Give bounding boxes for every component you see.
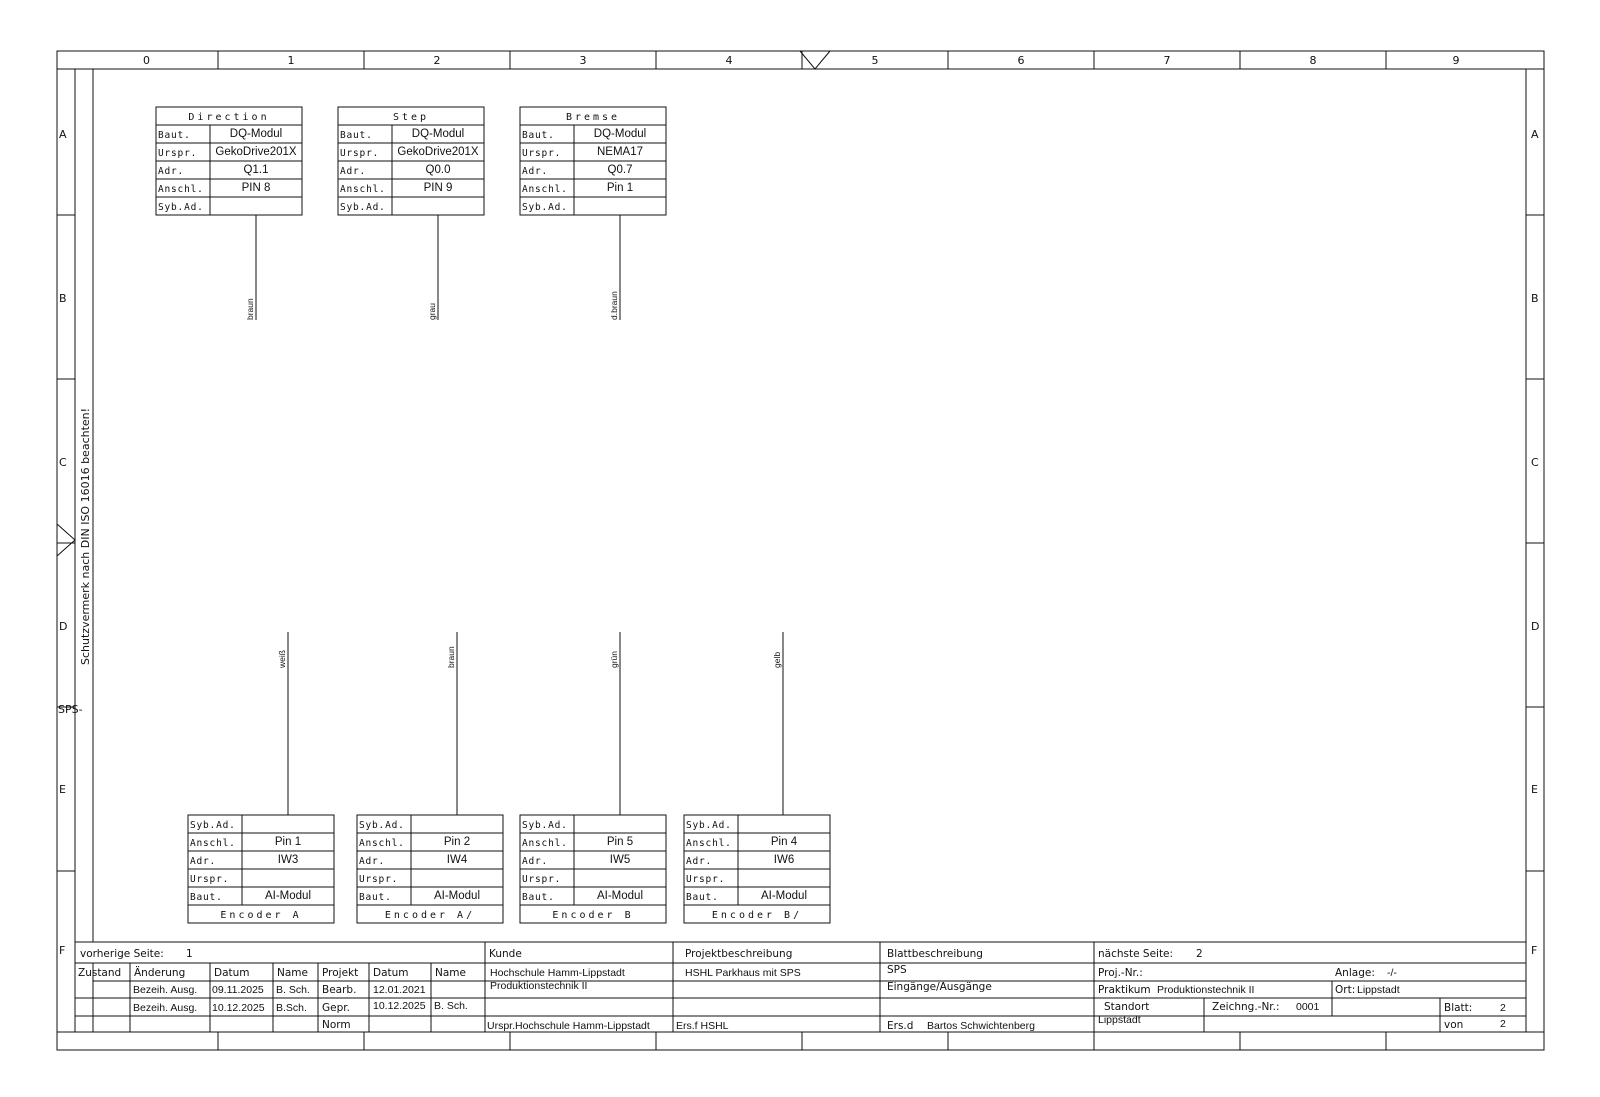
module-box — [520, 632, 666, 923]
ort-value: Lippstadt — [1357, 984, 1400, 996]
field-label: Adr. — [522, 856, 549, 867]
gepr-label: Gepr. — [322, 1002, 350, 1014]
von-value: 2 — [1500, 1018, 1506, 1030]
field-label: Adr. — [359, 856, 386, 867]
field-label: Anschl. — [522, 184, 568, 195]
row-label-right: F — [1531, 944, 1538, 957]
next-page-number: 2 — [1196, 948, 1203, 960]
change-1-date: 09.11.2025 — [212, 984, 264, 996]
column-label: 0 — [143, 54, 150, 67]
field-value: Pin 2 — [443, 836, 471, 848]
field-value: IW6 — [773, 854, 795, 866]
row-label-left: E — [59, 783, 66, 796]
field-value: IW5 — [609, 854, 631, 866]
blatt-label: Blattbeschreibung — [887, 948, 983, 960]
change-2-text: Bezeih. Ausg. — [133, 1002, 198, 1014]
wire-color-label: gelb — [772, 651, 782, 668]
field-label: Adr. — [340, 166, 367, 177]
module-title: Encoder B/ — [711, 910, 803, 921]
row-label-left: D — [59, 620, 68, 633]
field-value: PIN 9 — [423, 182, 453, 194]
urspr-text: Urspr.Hochschule Hamm-Lippstadt — [487, 1020, 650, 1032]
field-label: Adr. — [190, 856, 217, 867]
field-label: Syb.Ad. — [686, 820, 732, 831]
module-box — [684, 632, 830, 923]
column-label: 2 — [433, 54, 441, 67]
field-label: Anschl. — [686, 838, 732, 849]
gepr-date: 10.12.2025 — [373, 1000, 426, 1012]
field-label: Baut. — [340, 130, 373, 141]
von-label: von — [1444, 1019, 1464, 1031]
column-label: 7 — [1163, 54, 1171, 67]
column-label: 9 — [1452, 54, 1460, 67]
field-value: IW4 — [446, 854, 468, 866]
module-title: Step — [392, 112, 430, 123]
wire-color-label: braun — [446, 646, 456, 668]
blatt-no-value: 2 — [1500, 1002, 1506, 1014]
field-label: Anschl. — [359, 838, 405, 849]
input-modules — [188, 632, 830, 923]
field-value: Pin 1 — [274, 836, 302, 848]
wire-color-label: grau — [427, 302, 437, 320]
module-box — [357, 632, 503, 923]
field-label: Syb.Ad. — [190, 820, 236, 831]
field-value: Pin 4 — [770, 836, 798, 848]
standort-label: Standort — [1104, 1001, 1150, 1013]
prev-page-number: 1 — [186, 948, 193, 960]
module-box — [188, 632, 334, 923]
field-value: AI-Modul — [760, 890, 808, 902]
left-margin-note: SPS- — [58, 703, 83, 716]
row-label-right: C — [1531, 456, 1539, 469]
field-value: Q0.0 — [425, 164, 451, 176]
header-zustand: Zustand — [78, 967, 122, 979]
column-label: 5 — [871, 54, 879, 67]
header-aenderung: Änderung — [134, 967, 186, 979]
change-2-date: 10.12.2025 — [212, 1002, 265, 1014]
anlage-value: -/- — [1387, 967, 1397, 979]
blatt-desc-1: SPS — [887, 964, 907, 976]
field-label: Syb.Ad. — [522, 820, 568, 831]
header-projekt: Projekt — [322, 967, 359, 979]
column-label: 6 — [1017, 54, 1025, 67]
field-label: Adr. — [522, 166, 549, 177]
field-value: Pin 5 — [606, 836, 634, 848]
field-label: Urspr. — [158, 148, 198, 159]
field-label: Baut. — [522, 130, 555, 141]
field-label: Baut. — [686, 892, 719, 903]
projekt-text: HSHL Parkhaus mit SPS — [685, 967, 801, 979]
field-label: Urspr. — [522, 148, 562, 159]
row-label-left: F — [59, 944, 66, 957]
field-value: GekoDrive201X — [215, 146, 297, 158]
row-label-right: D — [1531, 620, 1540, 633]
field-label: Anschl. — [190, 838, 236, 849]
field-value: IW3 — [277, 854, 299, 866]
row-label-left: B — [59, 292, 67, 305]
field-label: Urspr. — [359, 874, 399, 885]
header-name: Name — [277, 967, 308, 979]
field-value: NEMA17 — [596, 146, 644, 158]
field-value: Q1.1 — [243, 164, 269, 176]
field-label: Syb.Ad. — [522, 202, 568, 213]
module-title: Encoder B — [552, 910, 634, 921]
output-modules — [156, 107, 666, 320]
column-label: 1 — [287, 54, 295, 67]
row-label-right: E — [1531, 783, 1538, 796]
field-value: Pin 1 — [606, 182, 634, 194]
ort-label: Ort: — [1335, 984, 1356, 996]
field-label: Urspr. — [190, 874, 230, 885]
kunde-line-2: Produktionstechnik II — [490, 980, 588, 992]
field-label: Baut. — [522, 892, 555, 903]
change-1-text: Bezeih. Ausg. — [133, 984, 198, 996]
field-value: DQ-Modul — [411, 128, 465, 140]
wire-color-label: weiß — [277, 650, 287, 668]
module-box — [338, 107, 484, 320]
row-label-left: C — [59, 456, 67, 469]
anlage-label: Anlage: — [1335, 967, 1375, 979]
field-label: Syb.Ad. — [359, 820, 405, 831]
column-label: 8 — [1309, 54, 1317, 67]
module-title: Encoder A — [220, 910, 302, 921]
praktikum-label: Praktikum — [1098, 984, 1151, 996]
field-value: Q0.7 — [607, 164, 633, 176]
field-label: Baut. — [359, 892, 392, 903]
field-value: DQ-Modul — [229, 128, 283, 140]
field-value: AI-Modul — [433, 890, 481, 902]
field-label: Syb.Ad. — [158, 202, 204, 213]
projekt-label: Projektbeschreibung — [685, 948, 793, 960]
bearb-date: 12.01.2021 — [373, 984, 426, 996]
title-block — [75, 942, 1526, 1032]
field-value: GekoDrive201X — [397, 146, 479, 158]
next-page-label: nächste Seite: — [1098, 948, 1174, 960]
field-label: Adr. — [158, 166, 185, 177]
field-value: DQ-Modul — [593, 128, 647, 140]
kunde-line-1: Hochschule Hamm-Lippstadt — [490, 967, 625, 979]
ersf-text: Ers.f HSHL — [676, 1020, 729, 1032]
field-label: Baut. — [158, 130, 191, 141]
field-label: Anschl. — [522, 838, 568, 849]
column-label: 4 — [725, 54, 733, 67]
wire-color-label: braun — [245, 298, 255, 320]
zeichng-label: Zeichng.-Nr.: — [1212, 1001, 1280, 1013]
field-label: Syb.Ad. — [340, 202, 386, 213]
kunde-label: Kunde — [489, 948, 522, 960]
prev-page-label: vorherige Seite: — [80, 948, 164, 960]
bearb-label: Bearb. — [322, 984, 357, 996]
protection-note: Schutzvermerk nach DIN ISO 16016 beachten! — [79, 407, 92, 665]
field-label: Urspr. — [686, 874, 726, 885]
field-label: Anschl. — [158, 184, 204, 195]
standort-value: Lippstadt — [1098, 1014, 1141, 1026]
field-label: Adr. — [686, 856, 713, 867]
ersd-label: Ers.d — [887, 1020, 914, 1032]
wire-color-label: d.braun — [609, 291, 619, 320]
blatt-desc-2: Eingänge/Ausgänge — [887, 981, 992, 993]
wire-color-label: grün — [609, 650, 619, 668]
field-value: PIN 8 — [241, 182, 271, 194]
ersd-name: Bartos Schwichtenberg — [927, 1020, 1035, 1032]
header-datum-2: Datum — [373, 967, 409, 979]
change-1-name: B. Sch. — [276, 984, 310, 996]
header-name-2: Name — [435, 967, 466, 979]
row-label-right: A — [1531, 128, 1539, 141]
column-label: 3 — [579, 54, 587, 67]
module-title: Encoder A/ — [384, 910, 476, 921]
field-label: Urspr. — [522, 874, 562, 885]
field-value: AI-Modul — [264, 890, 312, 902]
row-label-right: B — [1531, 292, 1539, 305]
field-label: Baut. — [190, 892, 223, 903]
norm-label: Norm — [322, 1019, 351, 1031]
module-box — [156, 107, 302, 320]
row-label-left: A — [59, 128, 67, 141]
module-box — [520, 107, 666, 320]
blatt-no-label: Blatt: — [1444, 1002, 1473, 1014]
header-datum: Datum — [214, 967, 250, 979]
zeichng-value: 0001 — [1296, 1001, 1320, 1013]
proj-nr-label: Proj.-Nr.: — [1098, 967, 1143, 979]
field-label: Urspr. — [340, 148, 380, 159]
gepr-name: B. Sch. — [434, 1000, 468, 1012]
module-title: Direction — [188, 112, 270, 123]
change-2-name: B.Sch. — [276, 1002, 307, 1014]
field-label: Anschl. — [340, 184, 386, 195]
module-title: Bremse — [565, 112, 621, 123]
field-value: AI-Modul — [596, 890, 644, 902]
praktikum-value: Produktionstechnik II — [1157, 984, 1255, 996]
